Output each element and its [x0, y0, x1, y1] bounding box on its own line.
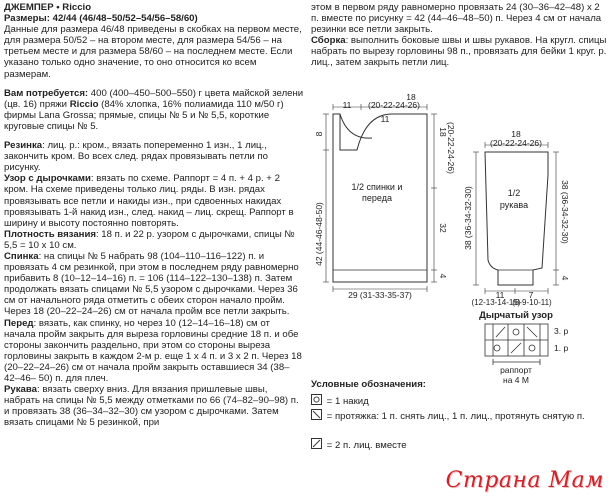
body-left-height: 42 (44-46-48-50) — [314, 202, 324, 266]
body-label-line2: переда — [362, 193, 392, 203]
pattern-chart — [485, 324, 548, 365]
body-neck-depth: 8 — [314, 131, 324, 137]
continuation-text: этом в первом ряду равномерно провязать 24 (30–36–42–48) х 2 п. вместе по рисунку = 42 (44–46–48–50) п. Через 4 см от начала резинки все петли закрыть. — [311, 2, 602, 36]
pattern-title: Дырчатый узор — [479, 310, 553, 321]
pattern-row-1: 1. р — [554, 343, 569, 353]
pattern-k2tog-icon — [496, 327, 505, 337]
pattern-row-3: 3. р — [554, 326, 569, 336]
legend-yarnover-text: = 1 накид — [326, 396, 369, 407]
sleeves-text: : вязать сверху вниз. Для вязания пришлевые швы, набрать на спицы № 5,5 между отметками по 66 (74–82–90–98) п. и провязать 38 (36–34–32–30) см узором с дырочками. Затем вязать спицами № 5 резинкой, при — [4, 384, 299, 429]
pattern-repeat-label-1: раппорт — [500, 365, 532, 375]
legend-row-k2tog — [311, 438, 601, 453]
lace-label: Узор с дырочками — [4, 173, 91, 185]
legend-k2tog-text: = 2 п. лиц. вместе — [326, 440, 407, 451]
back-label: Спинка — [4, 250, 39, 262]
site-watermark-logo: Страна Мам — [445, 468, 604, 493]
k2tog-symbol-icon — [311, 438, 322, 449]
sleeve-left-height: 38 (36-34-32-30) — [463, 186, 473, 250]
legend-row-pass — [311, 409, 601, 424]
title-name: Riccio — [62, 2, 92, 13]
legend — [311, 379, 601, 453]
sleeve-bottom-left-sizes: (12-13-14-15) — [471, 298, 521, 307]
legend-pass-text: = протяжка: 1 п. снять лиц., 1 п. лиц., протянуть снятую п. — [326, 411, 585, 422]
body-rib-height: 4 — [438, 273, 448, 279]
body-bottom-width: 29 (31-33-35-37) — [348, 290, 412, 300]
assembly-text: : выполнить боковые швы и швы рукавов. На кругл. спицы набрать по вырезу горловины 98 п., провязать для бейки 1 круг. р. лиц., затем закрыть петли лиц. — [311, 35, 607, 69]
rib-label: Резинка — [4, 140, 43, 152]
pattern-pass-icon — [527, 327, 537, 337]
pattern-yarnover-icon — [513, 329, 519, 335]
yarnover-symbol-icon — [311, 394, 322, 405]
sleeve-outline — [485, 152, 548, 285]
front-text: : вязать, как спинку, но через 10 (12–14–16–18) см от начала пройм закрыть для выреза горловины средние 18 п. и обе стороны закончить раздельно, при этом со стороны выреза горловины закрыть в каждом 2-м р. еще 1 х 4 п. и 3 х 2 п. Через 18 (20–22–24–26) см от начала пройм закрыть оставшиеся 34 (38–42–46– 50) п. для плеч. — [4, 317, 302, 384]
sizes-label: Размеры: — [4, 13, 53, 25]
assembly-label: Сборка — [311, 35, 346, 47]
body-armhole-sizes: (20-22-24-26) — [446, 122, 456, 174]
materials-text-1: 400 (400–450–500–550) г цвета майской зелени (цв. 16) пряжи — [4, 87, 304, 110]
sleeve-right-height: 38 (36-34-32-30) — [560, 180, 570, 244]
density-text: : 18 п. и 22 р. узором с дырочками, спицы № 5,5 = 10 х 10 см. — [4, 228, 295, 251]
front-label: Перед — [4, 317, 34, 329]
pattern-repeat-label-2: на 4 М — [503, 375, 529, 385]
rib-text: : лиц. р.: кром., вязать попеременно 1 изн., 1 лиц., закончить кром. Во всех след. рядах провязывать петли по рисунку. — [4, 140, 268, 174]
sleeve-top-width-sizes: (20-22-24-26) — [490, 138, 542, 148]
pattern-yarnover-icon — [494, 345, 500, 351]
sleeve-bottom-right-main: 7 — [528, 290, 534, 300]
body-top-width-sizes: (20-22-24-26) — [368, 100, 420, 110]
body-neck-right: 11 — [380, 114, 390, 124]
density-label: Плотность вязания — [4, 228, 96, 240]
sleeve-top-width: 18 — [511, 129, 521, 139]
materials-yarn: Riccio — [69, 98, 99, 110]
legend-title: Условные обозначения: — [311, 379, 426, 390]
materials-text-2: (84% хлопка, 16% полиамида 110 м/50 г) фирмы Lana Grossa; прямые, спицы № 5 и № 5,5, короткие круговые спицы № 5. — [4, 98, 284, 132]
sleeve-label-line1: 1/2 — [507, 188, 521, 198]
materials-label: Вам потребуется: — [4, 87, 91, 99]
sleeve-bottom-right-sizes: (8-9-10-11) — [512, 298, 552, 307]
back-text: : на спицы № 5 набрать 98 (104–110–116–122) п. и провязать 4 см резинкой, при этом в последнем ряду равномерно прибавить 8 (10–12–14–16) п. = 106 (114–122–130–138) п. Затем продолжать вязать спицами № 5,5 узором с дырочками. Через 36 см от начального ряда отметить с обеих сторон начало пройм. Через 18 (20–22–24–26) см от начала пройм все петли закрыть. — [4, 250, 299, 318]
legend-title-row — [311, 379, 601, 394]
sleeve-label-line2: рукава — [499, 200, 529, 210]
pattern-yarnover-icon — [529, 345, 535, 351]
sleeve-bottom-left-main: 11 — [495, 290, 505, 300]
body-top-width: 18 — [406, 92, 416, 102]
body-armhole: 18 — [438, 127, 448, 137]
body-side-height: 32 — [438, 223, 448, 233]
pattern-k2tog-icon — [511, 343, 521, 353]
sleeves-label: Рукава — [4, 384, 37, 396]
body-neck-left: 11 — [342, 100, 352, 110]
sleeve-schematic — [473, 142, 559, 294]
legend-row-yarnover — [311, 394, 601, 409]
sizes-value: 42/44 (46/48–50/52–54/56–58/60) — [52, 13, 198, 25]
body-label-line1: 1/2 спинки и — [351, 182, 403, 192]
title-prefix: ДЖЕМПЕР • — [4, 2, 63, 13]
lace-text: : вязать по схеме. Раппорт = 4 п. + 4 р. + 2 кром. На схеме приведены только лиц. ряды. В изн. рядах провязывать все петли и накиды изн., при сдвоенных накидах провязывать 1-й накид изн., след. накид – лиц. скрещ. Раппорт в ширину и высоту постоянно повторять. — [4, 173, 294, 229]
pass-symbol-icon — [311, 409, 322, 420]
sizes-text: Данные для размера 46/48 приведены в скобках на первом месте, для размера 50/52 – на втором месте, для размера 54/56 – на третьем месте и для размера 58/60 – на последнем месте. Если указано только одно значение, то оно относится ко всем размерам. — [4, 24, 302, 80]
sleeve-rib-height: 4 — [560, 275, 570, 281]
